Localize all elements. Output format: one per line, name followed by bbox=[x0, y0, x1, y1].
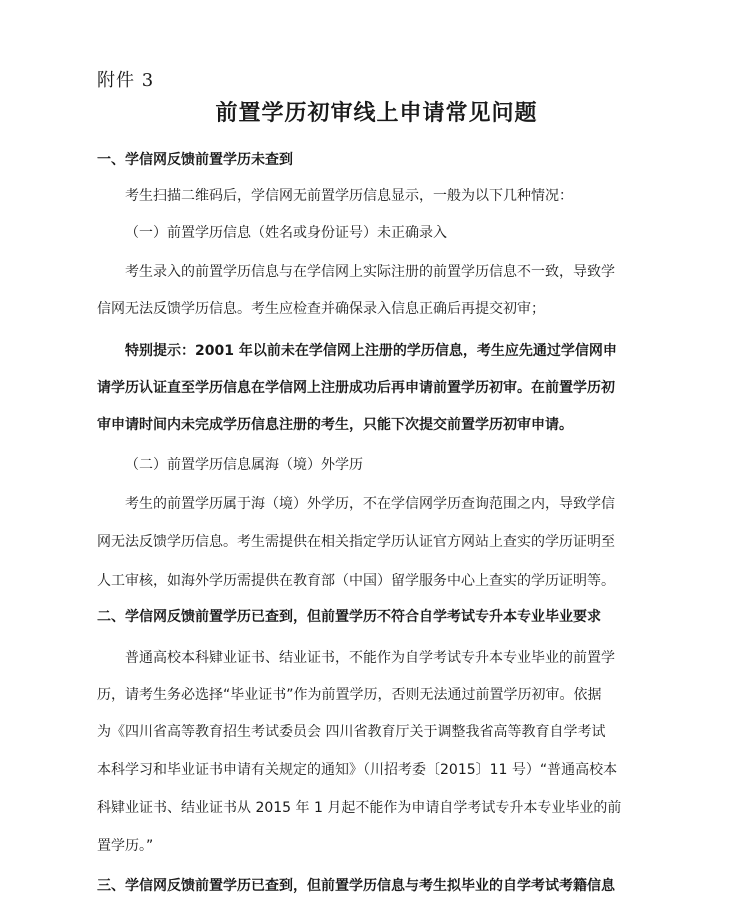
subsection-2-title: （二）前置学历信息属海（境）外学历 bbox=[125, 457, 363, 473]
section-3-heading: 三、学信网反馈前置学历已查到，但前置学历信息与考生拟毕业的自学考试考籍信息 bbox=[97, 878, 615, 894]
subsection-1-paragraph-line: 考生录入的前置学历信息与在学信网上实际注册的前置学历信息不一致，导致学 bbox=[125, 264, 615, 280]
subsection-1-paragraph-line: 信网无法反馈学历信息。考生应检查并确保录入信息正确后再提交初审； bbox=[97, 301, 545, 317]
subsection-2-paragraph-line: 人工审核，如海外学历需提供在教育部（中国）留学服务中心上查实的学历证明等。 bbox=[97, 573, 615, 589]
special-notice-line: 请学历认证直至学历信息在学信网上注册成功后再申请前置学历初审。在前置学历初 bbox=[97, 380, 615, 396]
section-2-paragraph-line: 为《四川省高等教育招生考试委员会 四川省教育厅关于调整我省高等教育自学考试 bbox=[97, 724, 606, 740]
subsection-1-title: （一）前置学历信息（姓名或身份证号）未正确录入 bbox=[125, 225, 447, 241]
special-notice-line: 特别提示：2001 年以前未在学信网上注册的学历信息，考生应先通过学信网申 bbox=[125, 343, 617, 359]
attachment-label: 附件 3 bbox=[97, 70, 155, 91]
document-title: 前置学历初审线上申请常见问题 bbox=[215, 101, 538, 126]
subsection-2-paragraph-line: 网无法反馈学历信息。考生需提供在相关指定学历认证官方网站上查实的学历证明至 bbox=[97, 534, 615, 550]
section-2-paragraph-line: 普通高校本科肄业证书、结业证书，不能作为自学考试专升本专业毕业的前置学 bbox=[125, 650, 615, 666]
section-2-paragraph-line: 历，请考生务必选择“毕业证书”作为前置学历，否则无法通过前置学历初审。依据 bbox=[97, 687, 602, 703]
section-2-paragraph-line: 科肄业证书、结业证书从 2015 年 1 月起不能作为申请自学考试专升本专业毕业的前 bbox=[97, 800, 622, 816]
section-1-heading: 一、学信网反馈前置学历未查到 bbox=[97, 152, 293, 168]
special-notice-line: 审申请时间内未完成学历信息注册的考生，只能下次提交前置学历初审申请。 bbox=[97, 417, 573, 433]
section-1-intro: 考生扫描二维码后，学信网无前置学历信息显示，一般为以下几种情况： bbox=[125, 188, 573, 204]
section-2-heading: 二、学信网反馈前置学历已查到，但前置学历不符合自学考试专升本专业毕业要求 bbox=[97, 609, 601, 625]
subsection-2-paragraph-line: 考生的前置学历属于海（境）外学历，不在学信网学历查询范围之内，导致学信 bbox=[125, 496, 615, 512]
section-2-paragraph-line: 本科学习和毕业证书申请有关规定的通知》（川招考委〔2015〕11 号）“普通高校本 bbox=[97, 762, 618, 778]
section-2-paragraph-line: 置学历。” bbox=[97, 838, 154, 854]
